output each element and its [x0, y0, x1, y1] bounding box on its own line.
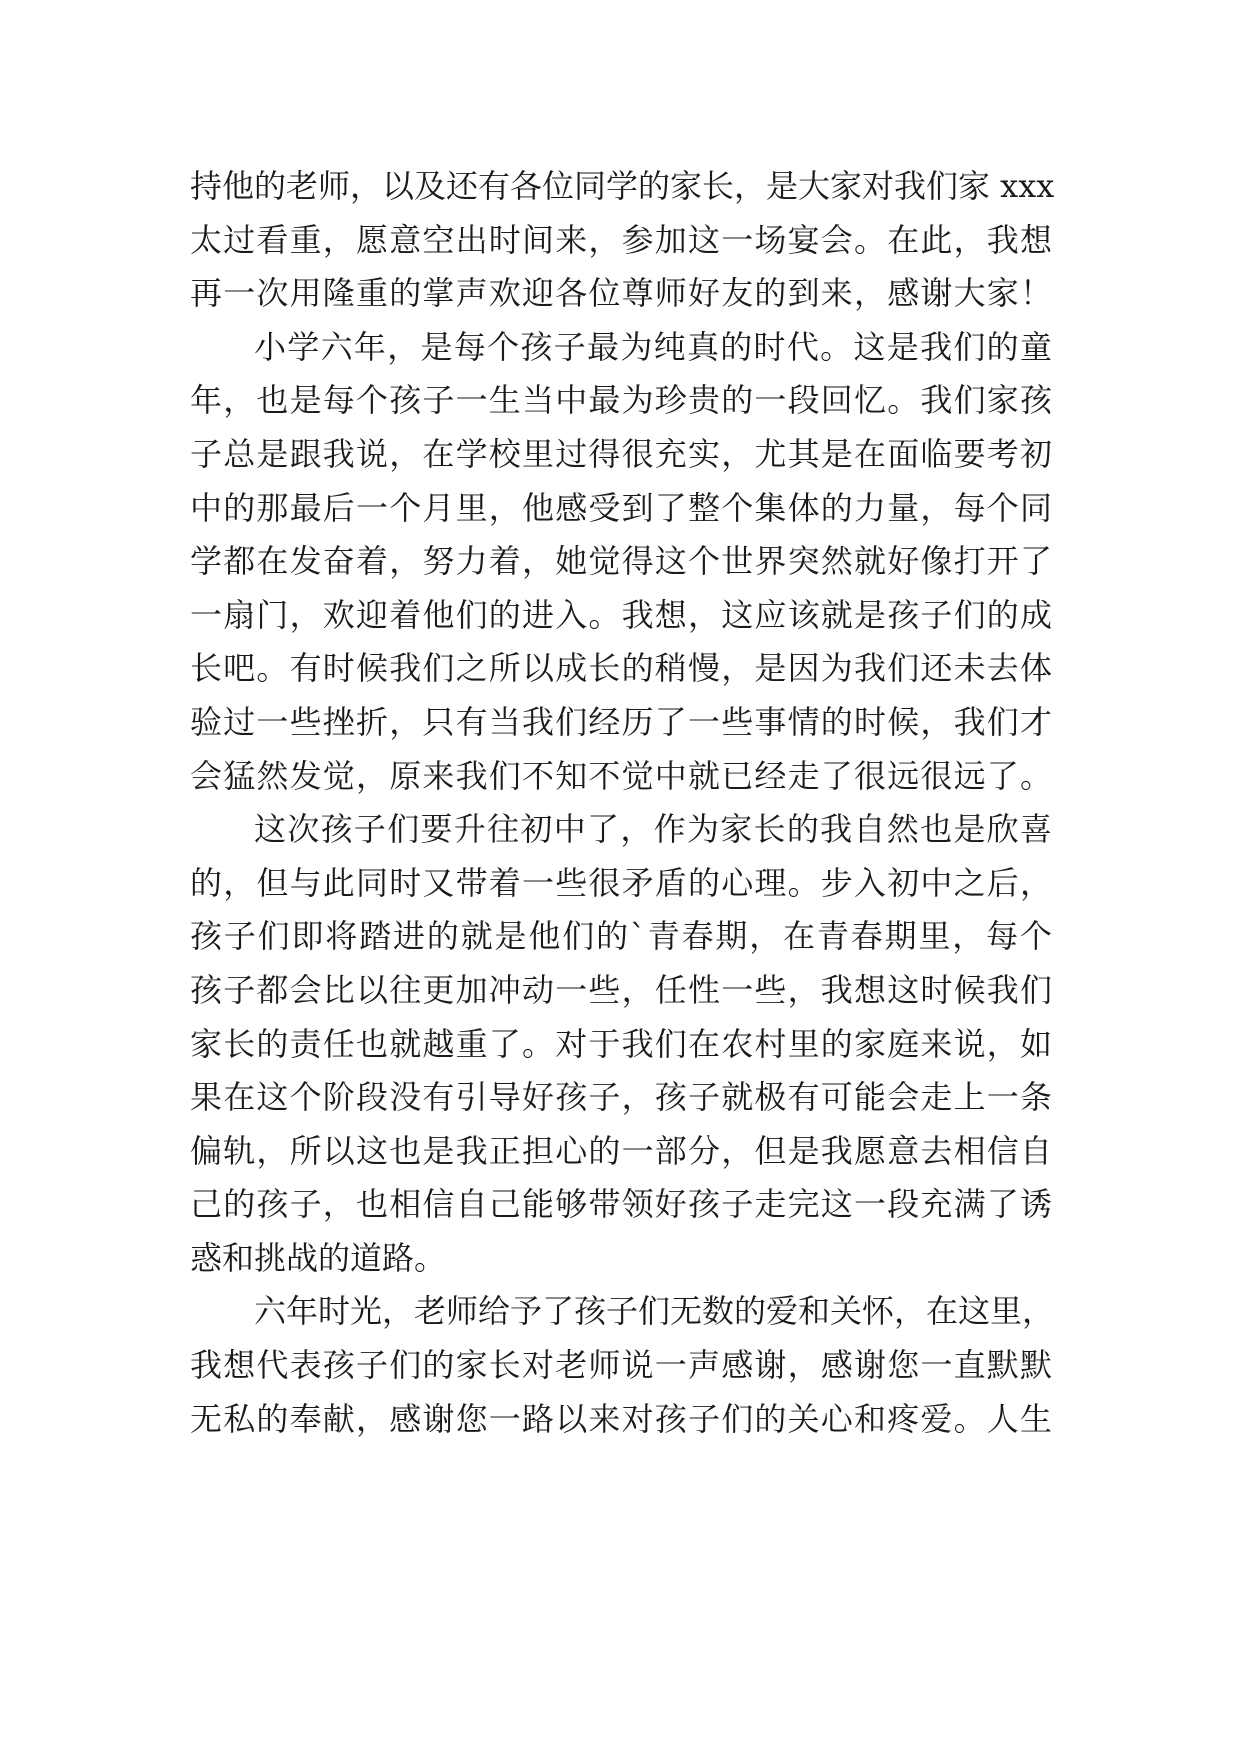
text-line: 持他的老师，以及还有各位同学的家长，是大家对我们家 xxx	[190, 167, 1055, 205]
text-line: 偏轨，所以这也是我正担心的一部分，但是我愿意去相信自	[190, 1131, 1052, 1170]
text-line: 学都在发奋着，努力着，她觉得这个世界突然就好像打开了	[190, 542, 1052, 581]
paragraph-start-line: 六年时光，老师给予了孩子们无数的爱和关怀，在这里，	[254, 1292, 1055, 1331]
text-line: 己的孩子，也相信自己能够带领好孩子走完这一段充满了诱	[190, 1185, 1052, 1224]
speech-text-block	[190, 160, 1055, 1446]
paragraph-end-line: 惑和挑战的道路。	[190, 1238, 447, 1277]
text-line: 无私的奉献，感谢您一路以来对孩子们的关心和疼爱。人生	[190, 1399, 1052, 1438]
text-line: 我想代表孩子们的家长对老师说一声感谢，感谢您一直默默	[190, 1346, 1052, 1385]
paragraph-start-line: 这次孩子们要升往初中了，作为家长的我自然也是欣喜	[254, 810, 1052, 849]
text-line: 的，但与此同时又带着一些很矛盾的心理。步入初中之后，	[190, 863, 1052, 902]
text-line: 长吧。有时候我们之所以成长的稍慢，是因为我们还未去体	[190, 649, 1052, 688]
text-line: 家长的责任也就越重了。对于我们在农村里的家庭来说，如	[190, 1024, 1052, 1063]
text-line: 验过一些挫折，只有当我们经历了一些事情的时候，我们才	[190, 702, 1052, 741]
text-line: 孩子都会比以往更加冲动一些，任性一些，我想这时候我们	[190, 970, 1052, 1009]
text-line: 太过看重，愿意空出时间来，参加这一场宴会。在此，我想	[190, 220, 1052, 259]
text-line: 会猛然发觉，原来我们不知不觉中就已经走了很远很远了。	[190, 756, 1052, 795]
text-line: 再一次用隆重的掌声欢迎各位尊师好友的到来，感谢大家！	[190, 274, 1052, 313]
text-line: 孩子们即将踏进的就是他们的`青春期，在青春期里，每个	[190, 917, 1052, 956]
text-line: 年，也是每个孩子一生当中最为珍贵的一段回忆。我们家孩	[190, 381, 1052, 420]
text-line: 一扇门，欢迎着他们的进入。我想，这应该就是孩子们的成	[190, 595, 1052, 634]
text-line: 子总是跟我说，在学校里过得很充实，尤其是在面临要考初	[190, 434, 1052, 473]
paragraph-start-line: 小学六年，是每个孩子最为纯真的时代。这是我们的童	[254, 327, 1052, 366]
text-line: 果在这个阶段没有引导好孩子，孩子就极有可能会走上一条	[190, 1078, 1052, 1117]
text-line: 中的那最后一个月里，他感受到了整个集体的力量，每个同	[190, 488, 1052, 527]
